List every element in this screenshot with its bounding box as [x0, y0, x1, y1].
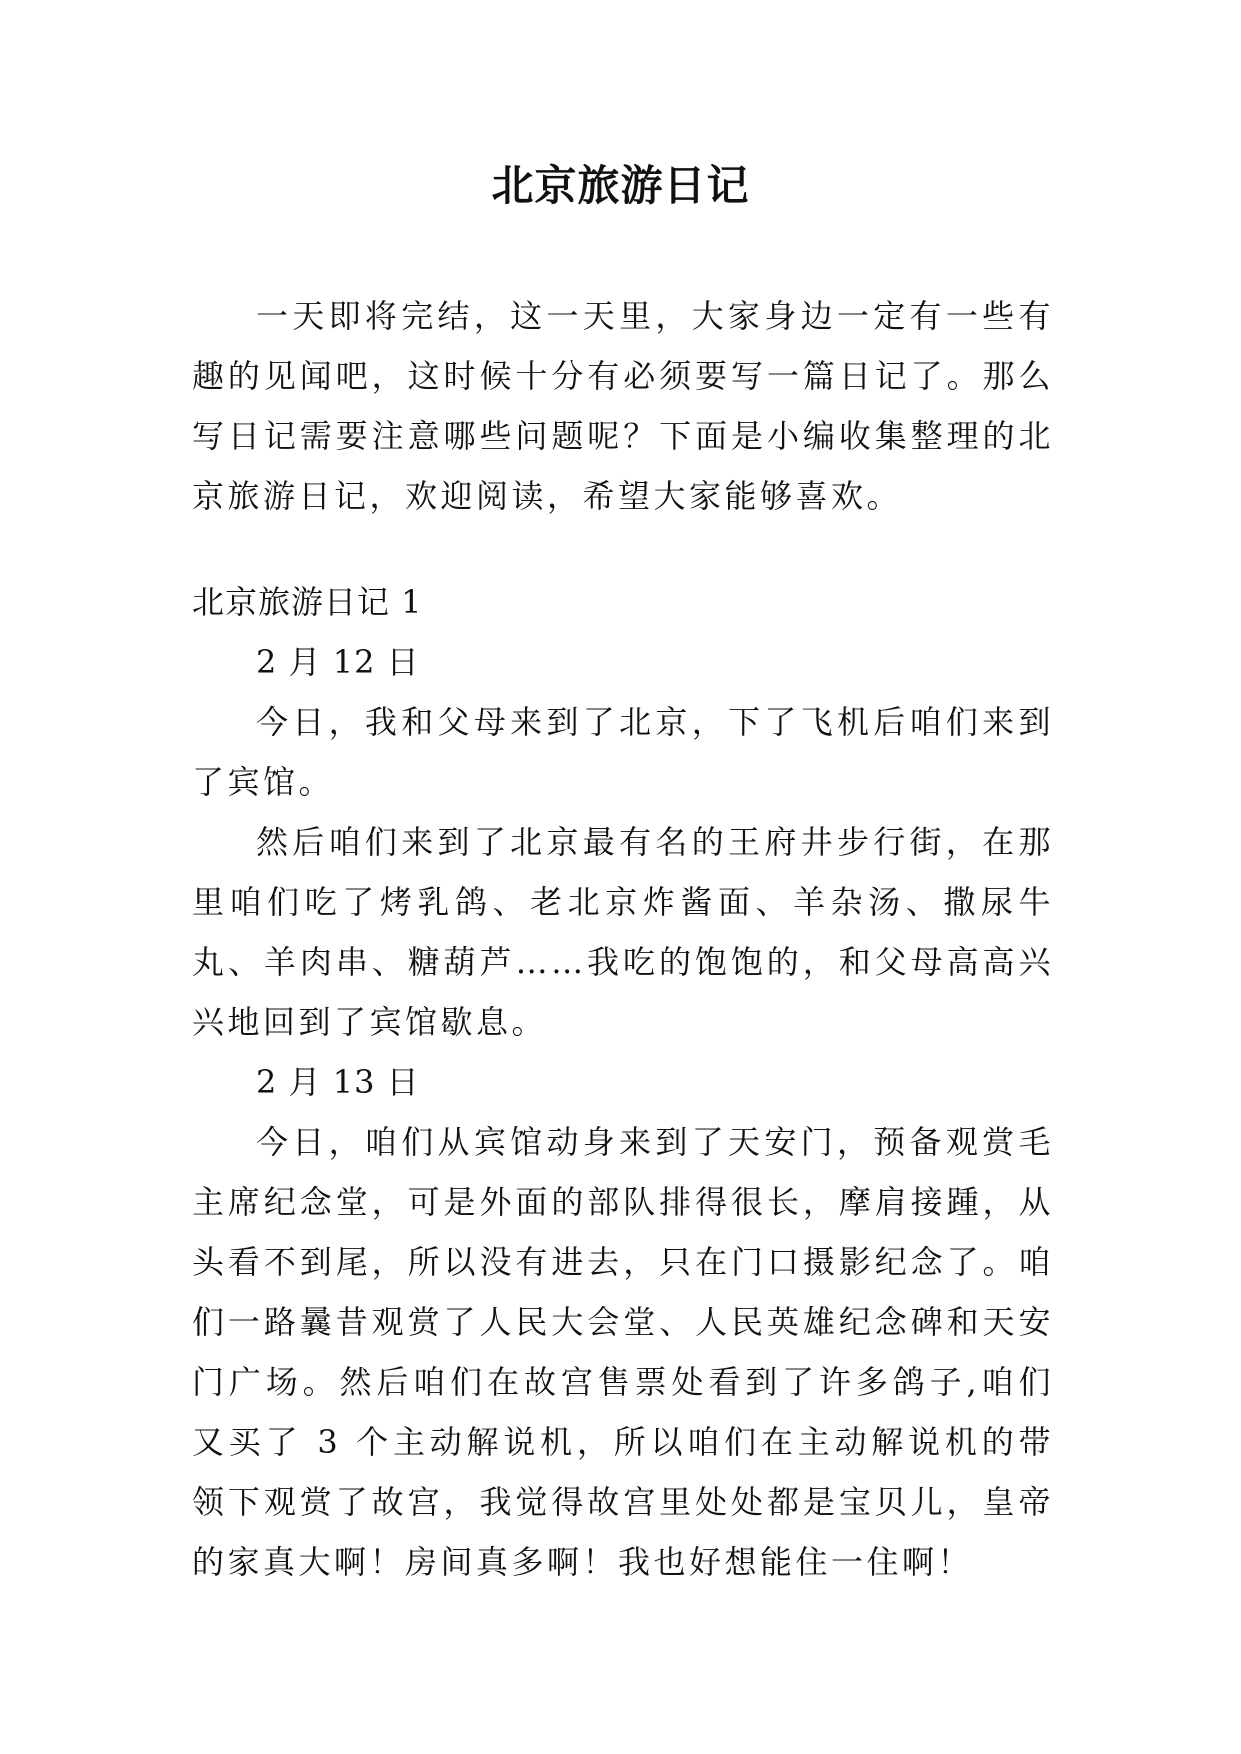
entry-paragraph: 今日，咱们从宾馆动身来到了天安门，预备观赏毛主席纪念堂，可是外面的部队排得很长，摩肩接踵，从头看不到尾，所以没有进去，只在门口摄影纪念了。咱们一路曩昔观赏了人民大会堂、人民英雄纪念碑和天安门广场。然后咱们在故宫售票处看到了许多鸽子,咱们又买了 3 个主动解说机，所以咱们在主动解说机的带领下观赏了故宫，我觉得故宫里处处都是宝贝儿，皇帝的家真大啊！房间真多啊！我也好想能住一住啊！ — [192, 1123, 1054, 1581]
entry-paragraph: 今日，我和父母来到了北京，下了飞机后咱们来到了宾馆。 — [192, 703, 1054, 801]
entry-date: 2 月 13 日 — [256, 1063, 420, 1101]
entry-date: 2 月 12 日 — [256, 643, 420, 681]
intro-paragraph: 一天即将完结，这一天里，大家身边一定有一些有趣的见闻吧，这时候十分有必须要写一篇日记了。那么写日记需要注意哪些问题呢？下面是小编收集整理的北京旅游日记，欢迎阅读，希望大家能够喜欢。 — [192, 297, 1054, 515]
entry-paragraph: 然后咱们来到了北京最有名的王府井步行街，在那里咱们吃了烤乳鸽、老北京炸酱面、羊杂汤、撒尿牛丸、羊肉串、糖葫芦……我吃的饱饱的，和父母高高兴兴地回到了宾馆歇息。 — [192, 823, 1054, 1041]
document-body — [192, 286, 1054, 1592]
diary-entry — [192, 632, 1054, 1052]
document-title: 北京旅游日记 — [491, 161, 750, 210]
diary-entry — [192, 1052, 1054, 1592]
section-heading: 北京旅游日记 1 — [192, 583, 423, 621]
